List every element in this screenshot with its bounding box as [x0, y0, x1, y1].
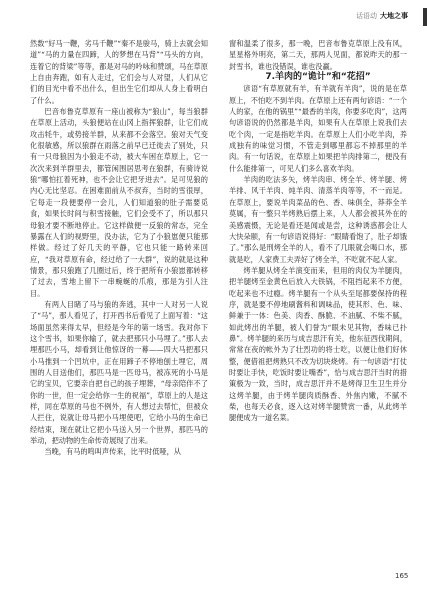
paragraph: 谚语“有草原就有羊，有羊就有羊肉”，说的是在草原上，不怕吃不到羊肉。在草原上还有两句谚语：“一个人的家，在他的锅里”“最香的羊肉，你要多吃肉”，这两句谚语说的仍然都是羊肉，如果有人在草原上说我们去吃个肉，一定是指吃羊肉。在草原上人们小吃羊肉，养成独有的味觉习惯，不管走到哪里都忘不掉那里的羊肉。有一句话说，在草原上如果把羊肉排第二，便没有什么能排第一，可见人们多么喜欢羊肉。: [229, 84, 407, 173]
paragraph: 当晚，有马的鸣叫声传来，比平时低哑，从: [44, 447, 181, 457]
right-column: [229, 38, 407, 424]
left-column: [30, 38, 208, 458]
paragraph: 烤羊腿从烤全羊演变而来，但用的肉仅为羊腿肉，把羊腿烤至金黄色后放入大铁锅，不阻挡起来不方便，吃起来也不过瘾。烤羊腿有一个从头至尾都要保持的程序，就是要不停地刷酱料和调味品，使其形、色、味、鲜兼于一体：色美、肉香、酥脆、不油腻、不柴不腻，如此烤出的羊腿，被人们誉为“眼未见其物，香味已扑鼻”。烤羊腿的来历与成吉思汗有关，他东征西伐期间，常常在夜的帐外为了壮烈功的将士吃，以便让他们好休整，便借祖把烤熟只不改为切块烧烤。有一句谚语“打仗时要让手快，吃饭时要让嘴香”，恰与成吉思汗当时的措策极为一致，当时，成吉思汗并不是烤得卫生卫生并分这烤羊腿，由于烤羊腿肉质酥香、外焦内嫩，不腻不柴，也每天必食，逐入这对烤羊腿赞赏一番，从此烤羊腿便成为一道名菜。: [229, 265, 407, 423]
page-number: 165: [395, 572, 409, 580]
header-section: 话语动: [356, 12, 377, 20]
paragraph: 然数“好马一鞭，劣马千鞭”“秦不是骏马，骑上去就会知道”“马的力量在四蹄，人的梦想在马背”“马头的方向，连着它的背梁”等等，都是对马的吟咏和赞颂，马在草原上自由奔跑，如有人走过，它们会与人对望，人们从它们的目光中看不出什么，但出生它们却从人身上看明白了什么。: [30, 39, 208, 105]
section-title: 7.羊肉的“诡计”和“花招”: [265, 72, 371, 83]
header-tab-bar: [423, 8, 427, 26]
paragraph: 巴音布鲁克草原有一座山被称为“狼山”，每当狼群在草原上活动，头狼便站在山冈上指挥狼群，让它们成攻击牦牛，或势接羊群，从来都不会落空。狼对天气变化很敏感，所以狼群在雨落之前早已迁徙去了别处，只有一只母狼因为小狼走不动，被大车困在草原上，它一次次来到羊群里去，都管闲围居思考在狼群，有骑诗说狼“哪怕扛着死神，也不会让它把牙进去”。足可见狼的内心无比坚忍。在困难面前从不叔弃，当时的雪很厚，它每走一段便要停一会儿，人们知道狼的肚子需要觅食，如果长时间与积雪接触，它们会受不了，所以那只母狼才要不断地停止。它这样做便一反狼的常态，完全暴露在人们的视野里，没办法，它为了小狼崽便只能那样做。经过了好几天的平静，它也只能一路转来回应，“我对草原有命，经过给了一大群”，说的就是这种情景，那只狼跑了几圈过后，终于把所有小狼崽都转移了过去，雪地上留下一串蜿蜒的爪痕，那是为引人注目。: [30, 107, 208, 298]
paragraph: 羊肉的吃法多矢，烤羊肉串、烤全羊、烤羊腿、烤羊排、风干羊肉、炖羊肉、清蒸羊肉等等，不一而足。在草原上，要说羊肉菜品的色、香、味俱全，莽莽全羊莫属，有一整只羊烤熟后摆上来，人人都会被其外在的美感震慑，无论是看还是闻或是尝，这种诱惑都会让人大快朵颐，有一句谚语说得好：“眼睛看饱了，肚子却饿了。”那么是刑烤全羊的人，看不了几眼就会喝口水，那就是吃，人家费工夫弄好了烤全羊，不吃就不起人家。: [229, 175, 407, 264]
paragraph: 有两人目睹了马与狼的奔逃，其中一人对另一人说了“马”，那人看见了，打开西书后看见了上面写着：“这场面虽然来得太早，但经是今年的第一场雪。我对你下这个雪书，如果你输了，就去把那只小马埋了。”那人去埋那匹小马，却看到让他惊讶的一幕——四大马把那只小马推到一个凹坑中，正在用蹄子不停地刨土埋它，周围的人目送他们，那匹马是一匹母马，被冻死的小马是它的宝贝，它要亲自把自己的孩子埋葬，“母亲陪伴不了你的一世，但一定会给你一生的祝福”，草原上的人是这样，同在草原的马也不例外，有人想过去帮忙，但被众人拦住，说就让母马把小马埋使吧，它给小马的生命已经结束，现在就让它把小马送入另一个世界，那匹马的举动，把动物的生命传奇展现了出来。: [30, 299, 208, 446]
header-label: [356, 11, 408, 21]
header-chapter: 大地之事: [380, 12, 408, 20]
running-header: [0, 8, 427, 26]
paragraph: 窗和温柔了很多，那一晚，巴音布鲁克草原上没有风，星星格外明亮，第二天，那两人见面，都说昨天的那一封雪书，谁也没错误，谁也没赢。: [229, 39, 407, 71]
